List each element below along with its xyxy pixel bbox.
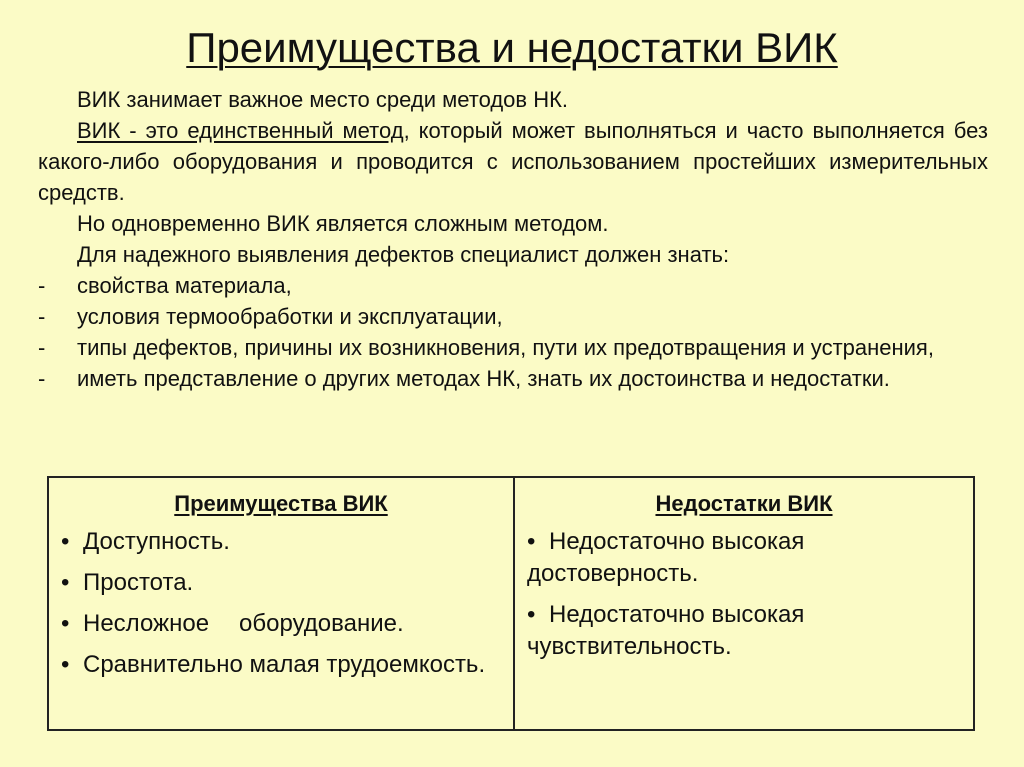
comparison-table bbox=[47, 476, 975, 731]
dash-marker: - bbox=[38, 335, 46, 360]
requirement-item bbox=[38, 332, 988, 363]
requirement-text: условия термообработки и эксплуатации, bbox=[77, 304, 503, 329]
requirement-text: типы дефектов, причины их возникновения, пути их предотвращения и устранения, bbox=[77, 335, 934, 360]
disadvantage-item bbox=[527, 599, 961, 663]
bullet-marker: • bbox=[527, 528, 536, 555]
disadvantages-header: Недостатки ВИК bbox=[655, 491, 833, 516]
advantage-text-part: Несложное bbox=[83, 610, 210, 637]
disadvantages-column bbox=[515, 478, 973, 729]
paragraph-unique-method-head: ВИК - это единственный метод bbox=[77, 118, 404, 143]
bullet-marker: • bbox=[61, 651, 70, 678]
advantages-column bbox=[49, 478, 515, 729]
bullet-marker: • bbox=[61, 528, 70, 555]
advantage-text: Простота. bbox=[83, 569, 194, 596]
advantages-header: Преимущества ВИК bbox=[174, 491, 388, 516]
dash-marker: - bbox=[38, 304, 46, 329]
requirement-item bbox=[38, 301, 988, 332]
requirement-text: свойства материала, bbox=[77, 273, 292, 298]
advantage-text: Доступность. bbox=[83, 528, 230, 555]
advantage-item bbox=[61, 608, 501, 640]
advantage-item bbox=[61, 567, 501, 599]
bullet-marker: • bbox=[527, 601, 536, 628]
advantage-item bbox=[61, 526, 501, 558]
requirement-text: иметь представление о других методах НК, знать их достоинства и недостатки. bbox=[77, 366, 890, 391]
requirement-item bbox=[38, 363, 988, 394]
advantage-text: Сравнительно малая трудоемкость. bbox=[83, 651, 486, 678]
dash-marker: - bbox=[38, 366, 46, 391]
dash-marker: - bbox=[38, 273, 46, 298]
paragraph-importance: ВИК занимает важное место среди методов НК. bbox=[77, 87, 569, 112]
disadvantage-item bbox=[527, 526, 961, 590]
disadvantage-text: Недостаточно высокая достоверность. bbox=[527, 528, 805, 587]
paragraph-unique-method bbox=[38, 115, 988, 208]
paragraph-complex-method: Но одновременно ВИК является сложным методом. bbox=[77, 211, 609, 236]
disadvantage-text: Недостаточно высокая чувствительность. bbox=[527, 601, 805, 660]
page-title: Преимущества и недостатки ВИК bbox=[186, 24, 838, 71]
body-text bbox=[38, 84, 988, 394]
paragraph-specialist-knowledge: Для надежного выявления дефектов специалист должен знать: bbox=[77, 242, 730, 267]
bullet-marker: • bbox=[61, 569, 70, 596]
requirement-item bbox=[38, 270, 988, 301]
advantage-text-part: оборудование. bbox=[239, 610, 404, 637]
paragraph-unique-method-rest: , который может выполняться и часто выполняется без какого-либо оборудования и проводится с использованием простейших измерительных средств. bbox=[38, 118, 988, 205]
bullet-marker: • bbox=[61, 610, 70, 637]
advantage-item bbox=[61, 649, 501, 681]
